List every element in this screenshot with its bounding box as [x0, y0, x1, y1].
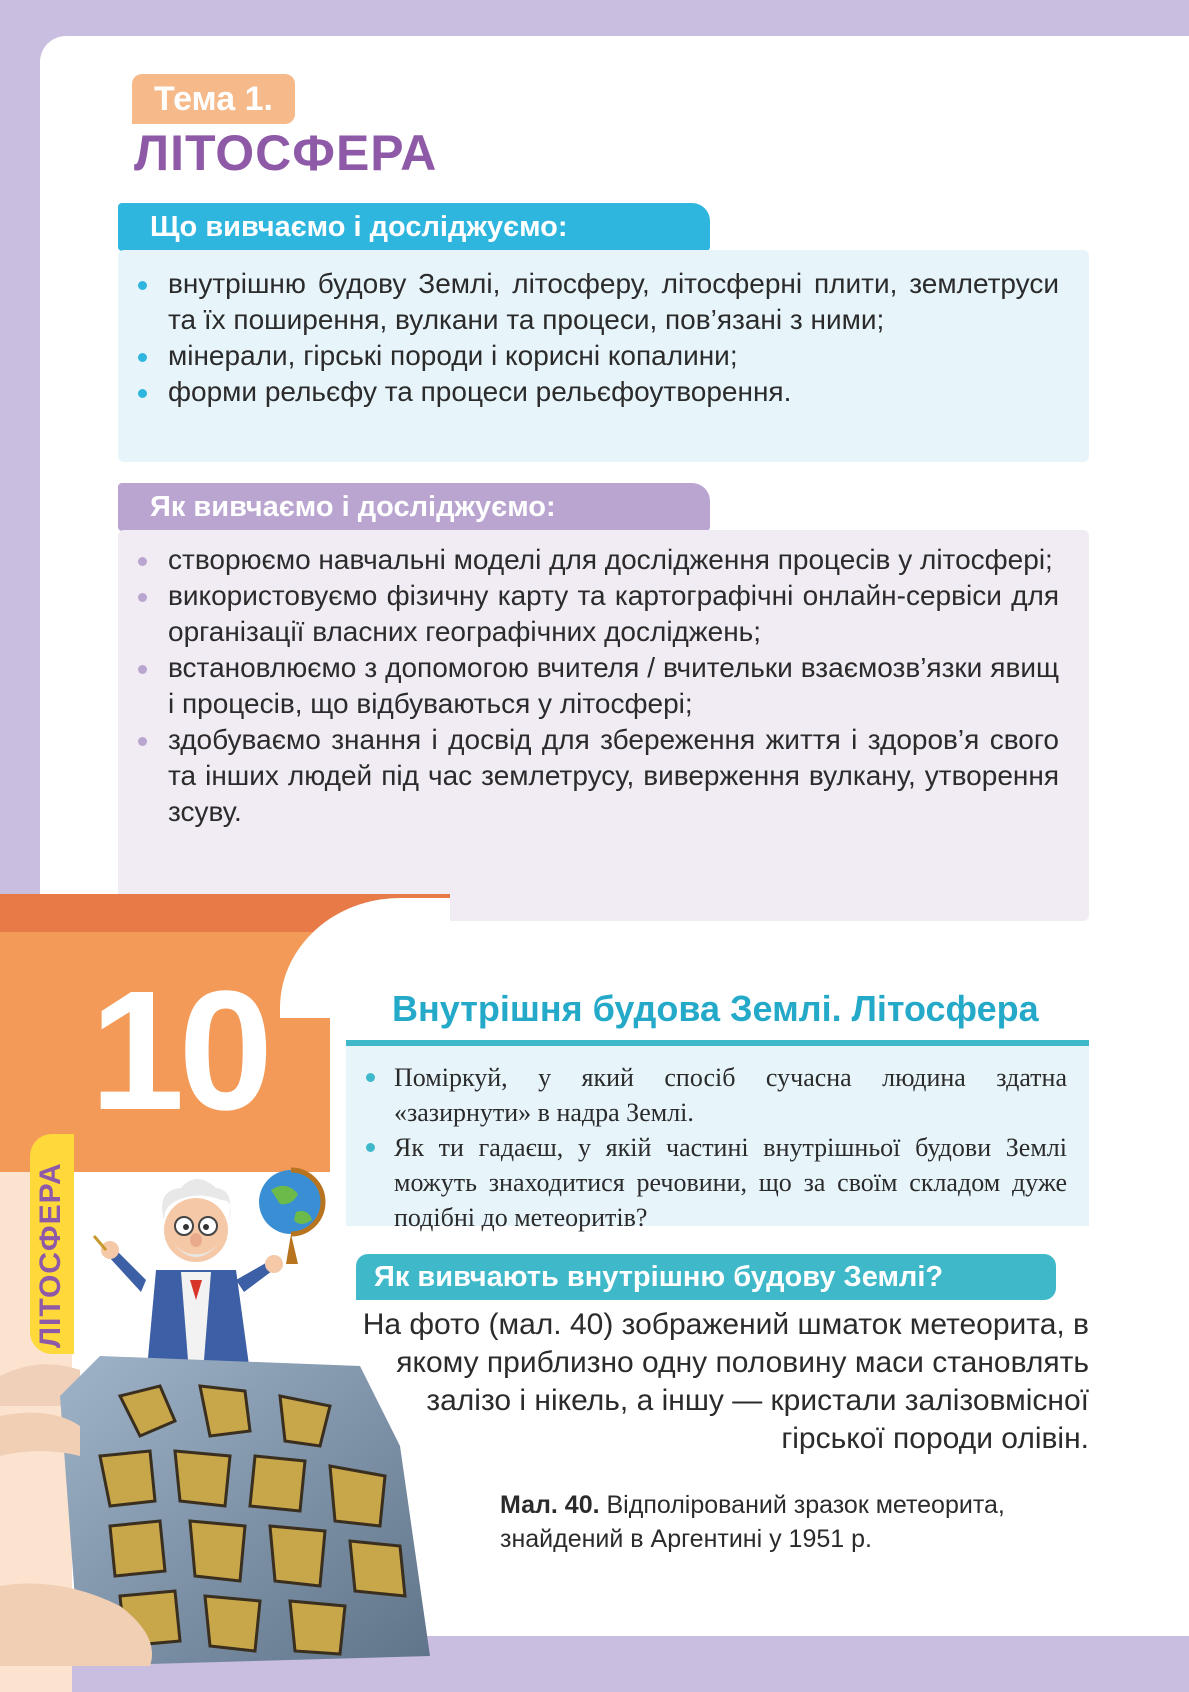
list-item: створюємо навчальні моделі для дослідження процесів у літосфері; [122, 542, 1059, 578]
side-section-label: ЛІТОСФЕРА [34, 1162, 67, 1348]
what-we-study-heading: Що вивчаємо і досліджуємо: [118, 203, 710, 251]
list-item: форми рельєфу та процеси рельєфоутворення. [122, 374, 1059, 410]
lesson-title: Внутрішня будова Землі. Літосфера [392, 988, 1039, 1029]
question-item: Як ти гадаєш, у якій частині внутрішньої будови Землі можуть знаходитися речовини, що за своїм складом дуже подібні до метеоритів? [346, 1130, 1067, 1235]
caption-label: Мал. 40. [500, 1491, 600, 1519]
lesson-number: 10 [90, 956, 268, 1146]
what-we-study-box [118, 250, 1089, 462]
list-item: мінерали, гірські породи і корисні копалини; [122, 338, 1059, 374]
how-we-study-box [118, 530, 1089, 921]
topic-badge: Тема 1. [132, 74, 295, 124]
list-item: використовуємо фізичну карту та картографічні онлайн-сервіси для організації власних географічних досліджень; [122, 578, 1059, 650]
question-item: Поміркуй, у який спосіб сучасна людина здатна «зазирнути» в надра Землі. [346, 1060, 1067, 1130]
topic-title: ЛІТОСФЕРА [134, 125, 438, 181]
warmup-questions-box [346, 1040, 1089, 1232]
list-item: внутрішню будову Землі, літосферу, літосферні плити, землетруси та їх поширення, вулкани та процеси, пов’язані з ними; [122, 266, 1059, 338]
caption-text: Відполірований зразок метеорита, знайдений в Аргентині у 1951 р. [500, 1491, 1005, 1553]
body-paragraph: На фото (мал. 40) зображений шматок метеорита, в якому приблизно одну половину маси становлять залізо і нікель, а іншу — кристали залізовмісної гірської породи олівін. [362, 1308, 1089, 1455]
section-heading: Як вивчають внутрішню будову Землі? [356, 1254, 1056, 1300]
how-we-study-heading: Як вивчаємо і досліджуємо: [118, 483, 710, 531]
textbook-page [34, 36, 1189, 1636]
figure-caption [500, 1488, 1100, 1556]
list-item: встановлюємо з допомогою вчителя / вчительки взаємозв’язки явищ і процесів, що відбуваються у літосфері; [122, 650, 1059, 722]
list-item: здобуваємо знання і досвід для збереження життя і здоров’я свого та інших людей під час землетрусу, виверження вулкану, утворення зсуву. [122, 722, 1059, 830]
